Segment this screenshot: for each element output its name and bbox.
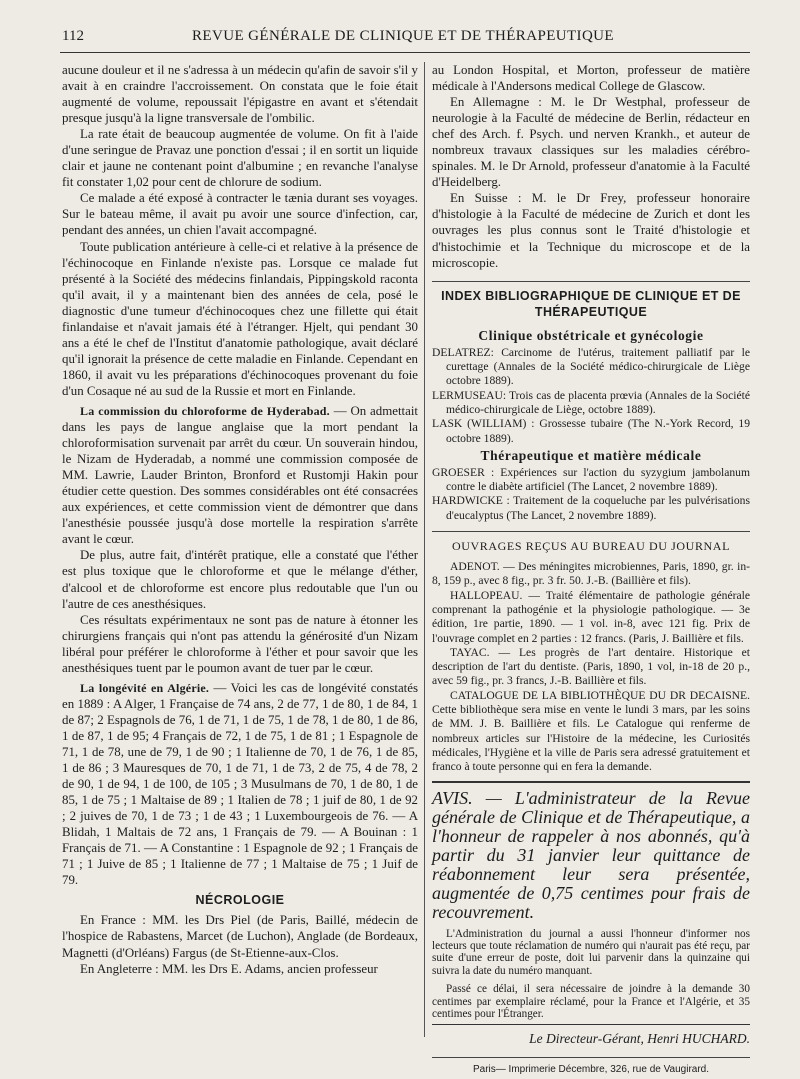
necrology-heading: NÉCROLOGIE <box>195 893 285 908</box>
page-header <box>62 28 744 50</box>
notice-box <box>432 781 750 1026</box>
index-subheading: Clinique obstétricale et gynécologie <box>478 327 704 343</box>
left-column <box>62 62 418 977</box>
paragraph: En France : MM. les Drs Piel (de Paris, Baillé, médecin de l'hospice de Rabastens, Marcet (de Luchon), Anglade (de Bordeaux, Magnetti (d'Orléans) Fargus (de St-Etienne-aux-Clos. <box>62 913 418 960</box>
paragraph: au London Hospital, et Morton, professeur de matière médicale à l'Andersons medical College de Glascow. <box>432 63 750 94</box>
header-rule <box>60 52 750 53</box>
running-title: REVUE GÉNÉRALE DE CLINIQUE ET DE THÉRAPEUTIQUE <box>192 28 614 44</box>
paragraph: La rate était de beaucoup augmentée de volume. On fit à l'aide d'une seringue de Pravaz une ponction d'essai ; il en sortit un liquide clair et jaune ne contenant point d'albumine ; en revanche l'analyse fit constater 1,02 pour cent de chlorure de sodium. <box>62 127 418 190</box>
index-entry: GROESER : Expériences sur l'action du syzygium jambolanum contre le diabète artificiel (The Lancet, 2 novembre 1889). <box>432 465 750 494</box>
section-text: — Voici les cas de longévité constatés en 1889 : A Alger, 1 Française de 74 ans, 2 de 77, 1 de 80, 1 de 84, 1 de 87; 2 Espagnols de 76, 1 de 71, 1 de 75, 1 de 78, 1 de 80, 1 de 86, 1 de 87, 1 de 95; 4 Français de 72, 1 de 75, 1 de 81 ; 1 Espagnole de 71, 1 de 78, une de 79, 1 de 90 ; 1 Italienne de 70, 1 de 76, 1 de 85, 1 de 86 ; 3 Mauresques de 70, 1 de 71, 1 de 73, 2 de 75, 4 de 78, 2 de 90, 1 de 94, 1 de 100, de 105 ; 3 Musulmans de 70, 1 de 80, 1 de 85, 1 de 75 ; 1 Maltaise de 89 ; 1 Italien de 78 ; 1 juif de 80, 1 de 92 ; 2 juives de 70, 1 de 73 ; 1 de 43 ; 1 Luxembourgeois de 76. — A Blidah, 1 Maltais de 72 ans, 1 Français de 79. — A Bouinan : 1 Français de 71. — A Constantine : 1 Espagnole de 92 ; 1 Français de 71 ; 1 Juive de 85 ; 1 Italienne de 77 ; 1 Maltaise de 75 ; 1 Juif de 79. <box>62 680 418 888</box>
paragraph: aucune douleur et il ne s'adressa à un médecin qu'afin de savoir s'il y avait à en craindre l'accroissement. On constata que le foie était augmenté de volume, repoussait l'épigastre en avant et s'étendait presque jusqu'à la ligne transversale de l'ombilic. <box>62 63 418 126</box>
index-subheading: Thérapeutique et matière médicale <box>480 447 702 463</box>
paragraph: Ces résultats expérimentaux ne sont pas de nature à étonner les chirurgiens français qui n'ont pas attendu la générosité d'un Nizam libéral pour préférer le chloroforme à l'éther et pour savoir que les anesthésiques tuent par le poumon avant de tuer par le cœur. <box>62 612 418 675</box>
book-entry: TAYAC. — Les progrès de l'art dentaire. Historique et description de l'art du dentiste. (Paris, 1890, 1 vol, in-18 de 20 p., avec 59 fig., pr. 3 francs, J.-B. Baillière et fils. <box>432 645 750 688</box>
book-entry: HALLOPEAU. — Traité élémentaire de pathologie générale comprenant la pathogénie et la physiologie pathologique. — 3e édition, 1re partie, 1890. — 1 vol. in-8, avec 121 fig. Prix de l'ouvrage complet en 2 parties : 12 francs. (Paris, J. Baillière et fils. <box>432 588 750 645</box>
books-received-heading: OUVRAGES REÇUS AU BUREAU DU JOURNAL <box>432 531 750 554</box>
index-entry: DELATREZ: Carcinome de l'utérus, traitement palliatif par le curettage (Annales de la Société médico-chirurgicale de Liège octobre 1889). <box>432 345 750 388</box>
paragraph: En Angleterre : MM. les Drs E. Adams, ancien professeur <box>80 961 378 976</box>
index-entry: LASK (WILLIAM) : Grossesse tubaire (The N.-York Record, 19 octobre 1889). <box>432 417 750 445</box>
index-entry: HARDWICKE : Traitement de la coqueluche par les pulvérisations d'eucalyptus (The Lancet, 2 novembre 1889). <box>432 494 750 522</box>
section-text: — On admettait dans les pays de langue anglaise que la mort pendant la chloroformisation survenait par arrêt du cœur. Un souverain hindou, le Nizam de Hyderadab, a nommé une commission composée de MM. Lawrie, Lauder Brinton, Bronford et Rustomji Hakin pour étudier cette question. Des sommes considérables ont été consacrées aux expériences, et cette commission vient de démontrer que dans l'anesthésie poussée jusqu'à dose mortelle la respiration s'arrête avant le cœur. <box>62 403 418 547</box>
paragraph: De plus, autre fait, d'intérêt pratique, elle a constaté que l'éther est plus toxique que le chloroforme et que le mélange d'éther, d'alcool et de chloroforme est encore plus redoutable que l'un ou l'autre de ces anesthésiques. <box>62 548 418 611</box>
paragraph: En Suisse : M. le Dr Frey, professeur honoraire d'histologie à la Faculté de médecine de Zurich et dont les ouvrages les plus connus sont le Traité d'histologie et d'histochimie et la Technique du microscope et de la microscopie. <box>432 191 750 270</box>
paragraph: Ce malade a été exposé à contracter le tænia durant ses voyages. Sur le bateau même, il avait pu avoir une source d'infection, car, pendant des années, un chien l'avait accompagné. <box>62 191 418 238</box>
book-entry: ADENOT. — Des méningites microbiennes, Paris, 1890, gr. in-8, 159 p., avec 8 fig., pr. 3 fr. 50. J.-B. (Baillière et fils). <box>432 560 750 588</box>
index-heading: INDEX BIBLIOGRAPHIQUE DE CLINIQUE ET DE THÉRAPEUTIQUE <box>432 281 750 320</box>
notice-detail: L'Administration du journal a aussi l'honneur d'informer nos lecteurs que toute réclamation de numéro qui n'aurait pas été reçu, par suite d'une erreur de poste, doit lui parvenir dans la quinzaine qui suivra la date du numéro manquant. <box>432 927 750 977</box>
paragraph: Toute publication antérieure à celle-ci et relative à la présence de l'échinocoque en Finlande n'existe pas. Lorsque ce malade fut présenté à la Société des médecins finlandais, Pippingskold raconta qu'il avait, il y a maintenant bien des années de cela, posé le diagnostic d'une tumeur d'échinocoques chez une fillette qui était finlandaise et n'avait jamais été à l'étranger. Hjelt, qui pendant 30 ans a été le chef de l'Institut d'anatomie pathologique, avait déclaré qu'il ignorait la présence de cette maladie en Finlande. Cependant en 1860, il avait vu les préparations d'échinocoques provenant du foie d'un Cosaque né au sud de la Russie et mort en Finlande. <box>62 239 418 398</box>
index-entry: LERMUSEAU: Trois cas de placenta prœvia (Annales de la Société médico-chirurgicale de Liège, octobre 1889). <box>432 388 750 416</box>
printer-footer: Paris— Imprimerie Décembre, 326, rue de Vaugirard. <box>432 1057 750 1078</box>
paragraph: En Allemagne : M. le Dr Westphal, professeur de neurologie à la Faculté de médecine de Berlin, rédacteur en chef des Arch. f. Psych. und nerven Krankh., et auteur de nombreux travaux classiques sur les maladies cérébro-spinales. M. le Dr Arnold, professeur d'anatomie à la Faculté d'Heidelberg. <box>432 95 750 190</box>
right-column <box>432 62 750 1079</box>
page-number: 112 <box>62 28 84 44</box>
section-chloroform <box>62 403 418 547</box>
signature: Le Directeur-Gérant, Henri HUCHARD. <box>529 1031 750 1047</box>
column-divider <box>424 62 425 1037</box>
notice-main: AVIS. — L'administrateur de la Revue générale de Clinique et de Thérapeutique, a l'honneur de rappeler à nos abonnés, qu'à partir du 31 janvier leur quittance de réabonnement leur sera présentée, augmentée de 0,75 centimes pour frais de recouvrement. <box>432 787 750 922</box>
section-longevity <box>62 680 418 889</box>
notice-detail: Passé ce délai, il sera nécessaire de joindre à la demande 30 centimes par exemplaire réclamé, pour la France et l'Algérie, et 35 centimes pour l'Étranger. <box>432 983 750 1020</box>
section-title: La longévité en Algérie. <box>80 680 210 695</box>
book-entry: CATALOGUE DE LA BIBLIOTHÈQUE DU DR DECAISNE. Cette bibliothèque sera mise en vente le lundi 3 mars, par les soins de MM. J. B. Baillière et fils. Le Catalogue qui renferme de nombreux articles sur l'Histoire de la médecine, les Curiosités médicales, l'Hygiène et la ville de Paris sera adressé gratuitement et franco à toute personne qui en fera la demande. <box>432 688 750 774</box>
section-title: La commission du chloroforme de Hyderabad. <box>80 403 330 418</box>
